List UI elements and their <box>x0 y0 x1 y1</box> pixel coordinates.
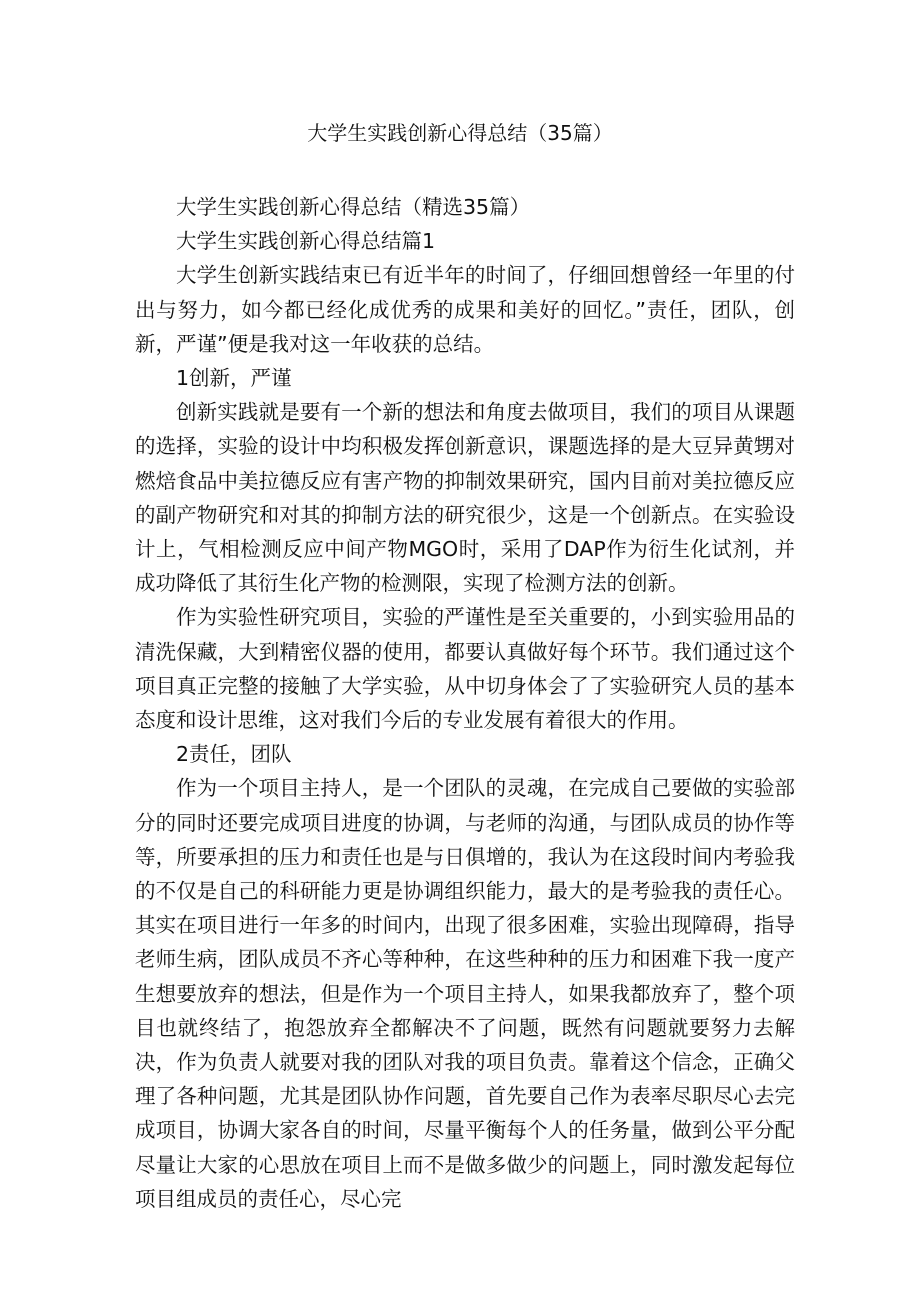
body-paragraph: 作为实验性研究项目，实验的严谨性是至关重要的，小到实验用品的清洗保藏，大到精密仪器的使用，都要认真做好每个环节。我们通过这个项目真正完整的接触了大学实验，从中切身体会了了实验研究人员的基本态度和设计思维，这对我们今后的专业发展有着很大的作用。 <box>135 605 795 733</box>
document-title: 大学生实践创新心得总结（35篇） <box>307 121 613 145</box>
subheading-responsibility: 2责任，团队 <box>176 742 292 767</box>
intro-paragraph: 大学生创新实践结束已有近半年的时间了，仔细回想曾经一年里的付出与努力，如今都已经化成优秀的成果和美好的回忆。”责任，团队，创新，严谨”便是我对这一年收获的总结。 <box>135 263 795 356</box>
document-body <box>135 190 795 1216</box>
body-paragraph: 创新实践就是要有一个新的想法和角度去做项目，我们的项目从课题的选择，实验的设计中均积极发挥创新意识，课题选择的是大豆异黄甥对燃焙食品中美拉德反应有害产物的抑制效果研究，国内目前对美拉德反应的副产物研究和对其的抑制方法的研究很少，这是一个创新点。在实验设计上，气相检测反应中间产物MGO时，采用了DAP作为衍生化试剂，并成功降低了其衍生化产物的检测限，实现了检测方法的创新。 <box>135 400 795 596</box>
body-paragraph: 作为一个项目主持人，是一个团队的灵魂，在完成自己要做的实验部分的同时还要完成项目进度的协调，与老师的沟通，与团队成员的协作等等，所要承担的压力和责任也是与日俱增的，我认为在这段时间内考验我的不仅是自己的科研能力更是协调组织能力，最大的是考验我的责任心。其实在项目进行一年多的时间内，出现了很多困难，实验出现障碍，指导老师生病，团队成员不齐心等种种，在这些种种的压力和困难下我一度产生想要放弃的想法，但是作为一个项目主持人，如果我都放弃了，整个项目也就终结了，抱怨放弃全都解决不了问题，既然有问题就要努力去解决，作为负责人就要对我的团队对我的项目负责。靠着这个信念，正确父理了各种问题，尤其是团队协作问题，首先要自己作为表率尽职尽心去完成项目，协调大家各自的时间，尽量平衡每个人的任务量，做到公平分配尽量让大家的心思放在项目上而不是做多做少的问题上，同时激发起每位项目组成员的责任心，尽心完 <box>135 776 795 1211</box>
section-heading-1: 大学生实践创新心得总结篇1 <box>176 229 436 254</box>
subtitle-paragraph: 大学生实践创新心得总结（精选35篇） <box>176 195 531 219</box>
subheading-innovation: 1创新，严谨 <box>176 366 292 391</box>
